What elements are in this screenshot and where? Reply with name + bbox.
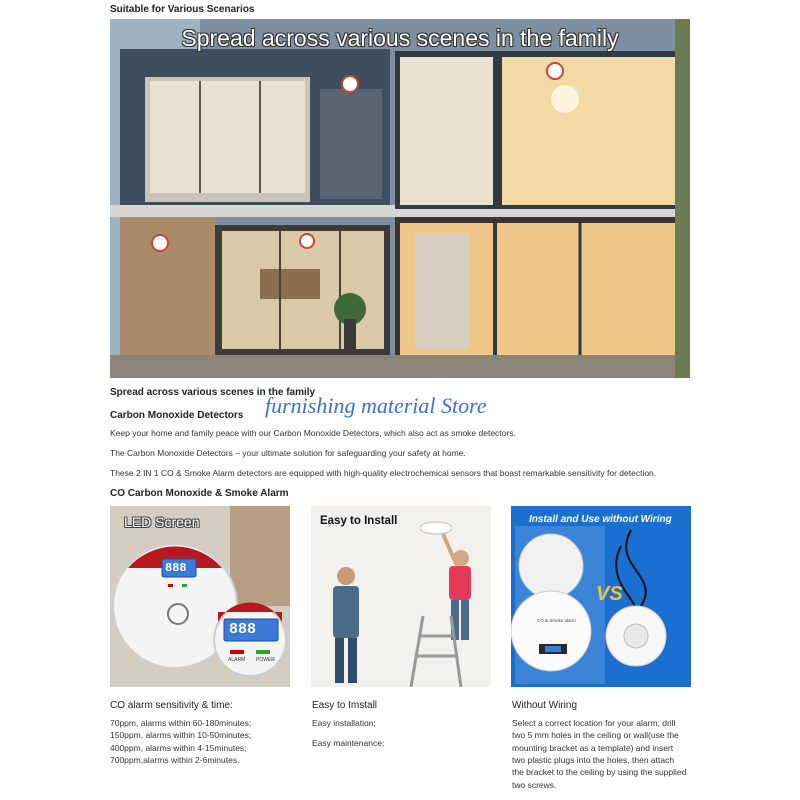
led-screen-panel	[110, 506, 290, 687]
house-scene-image	[110, 19, 690, 378]
subheading: Spread across various scenes in the family	[110, 387, 316, 398]
power-indicator-label: POWER	[256, 657, 275, 663]
column-2-text	[312, 717, 384, 750]
alarm-title: CO Carbon Monoxide & Smoke Alarm	[110, 488, 289, 499]
column-3-line: two plastic plugs into the holes, then attach	[512, 754, 675, 765]
column-2-line: Easy maintenance;	[312, 738, 385, 749]
column-3-text	[512, 717, 686, 791]
lcd-digits-small: 888	[229, 621, 257, 638]
paragraph-2: The Carbon Monoxide Detectors – your ultimate solution for safeguarding your safety at home.	[110, 448, 466, 458]
without-wiring-panel	[511, 506, 691, 687]
easy-install-label: Easy to Install	[320, 515, 398, 527]
column-1-title: CO alarm sensitivity & time:	[110, 700, 233, 711]
section-heading: Suitable for Various Scenarios	[110, 4, 255, 15]
device-label: CO & Smoke alarm	[537, 618, 576, 623]
column-1-line: 700ppm,alarms within 2-6minutes.	[110, 754, 240, 765]
column-1-line: 70ppm, alarms within 60-180minutes;	[110, 718, 252, 728]
without-wiring-label: Install and Use without Wiring	[529, 514, 672, 525]
column-3-line: the bracket to the ceiling by using the supplied	[512, 767, 687, 778]
hero-overlay-title: Spread across various scenes in the family	[181, 25, 619, 51]
lcd-digits: 888	[165, 561, 187, 575]
column-3-line: mounting bracket as a template) and insert	[512, 742, 674, 753]
column-3-line: Select a correct location for your alarm, drill	[512, 718, 676, 728]
column-3-line: two screws.	[512, 779, 557, 790]
product-title: Carbon Monoxide Detectors	[110, 410, 244, 421]
install-illustration	[311, 506, 491, 687]
column-1-line: 400ppm, alarms within 4-15minutes;	[110, 742, 247, 753]
column-1-line: 150ppm, alarms within 10-50minutes;	[110, 730, 252, 741]
store-watermark: furnishing material Store	[265, 393, 487, 418]
easy-install-panel	[311, 506, 491, 687]
column-1-text	[110, 717, 251, 766]
alarm-indicator-label: ALARM	[228, 657, 246, 663]
vs-badge: VS	[596, 583, 623, 605]
paragraph-3: These 2 IN 1 CO & Smoke Alarm detectors are equipped with high-quality electrochemical sensors that boast remarkable sensitivity for detection.	[110, 468, 657, 478]
column-2-line: Easy installation;	[312, 718, 376, 728]
column-3-line: two 5 mm holes in the ceiling or wall(use the	[512, 730, 679, 741]
led-screen-label: LED Screen	[124, 514, 200, 530]
column-2-title: Easy to Imstall	[312, 700, 378, 711]
column-3-title: Without Wiring	[512, 700, 578, 711]
paragraph-1: Keep your home and family peace with our Carbon Monoxide Detectors, which also act as smoke detectors.	[110, 428, 516, 438]
house-illustration	[110, 19, 690, 378]
